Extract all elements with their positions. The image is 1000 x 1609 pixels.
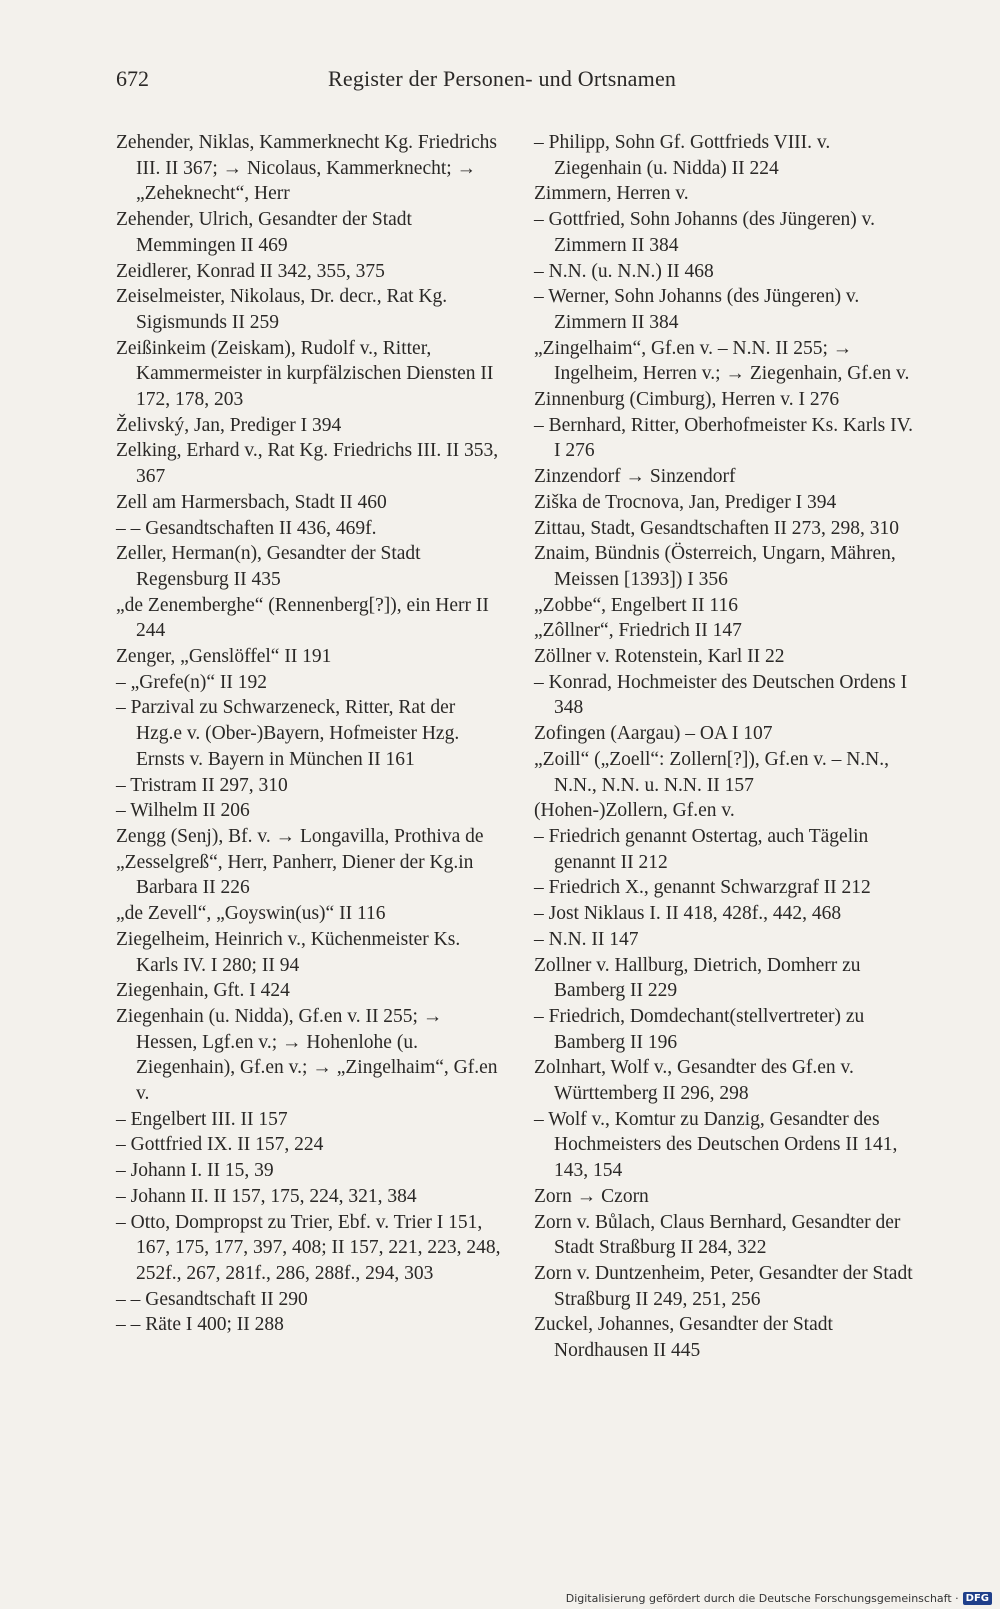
- index-entry: Zofingen (Aargau) – OA I 107: [534, 723, 773, 745]
- index-entry: – Gottfried, Sohn Johanns (des Jüngeren) v. Zimmern II 384: [534, 209, 876, 256]
- index-entry: – Friedrich genannt Ostertag, auch Tägelin genannt II 212: [534, 825, 869, 873]
- index-entry: – Johann II. II 157, 175, 224, 321, 384: [116, 1185, 417, 1207]
- index-entry: – Jost Niklaus I. II 418, 428f., 442, 468: [534, 903, 842, 925]
- index-entry: Zelking, Erhard v., Rat Kg. Friedrichs III. II 353, 367: [116, 440, 499, 488]
- index-entry: „Zôllner“, Friedrich II 147: [534, 620, 742, 642]
- index-entry: – Otto, Dompropst zu Trier, Ebf. v. Trier I 151, 167, 175, 177, 397, 408; II 157, 221, 223, 248, 252f., 267, 281f., 286, 288f., 294, 303: [116, 1211, 501, 1284]
- index-entry: Zorn v. Bůlach, Claus Bernhard, Gesandter der Stadt Straßburg II 284, 322: [534, 1211, 901, 1259]
- index-entry: Zeiselmeister, Nikolaus, Dr. decr., Rat Kg. Sigismunds II 259: [116, 286, 448, 333]
- index-entry: – Friedrich, Domdechant(stellvertreter) zu Bamberg II 196: [534, 1005, 865, 1053]
- index-entry: „de Zenemberghe“ (Rennenberg[?]), ein Herr II 244: [116, 594, 489, 642]
- digitization-credit: [566, 1587, 1000, 1609]
- page-header: [116, 66, 906, 96]
- index-entry: Zuckel, Johannes, Gesandter der Stadt Nordhausen II 445: [534, 1314, 833, 1362]
- index-entry: Zehender, Niklas, Kammerknecht Kg. Friedrichs III. II 367; → Nicolaus, Kammerknecht; → „Zeheknecht“, Herr: [116, 132, 497, 205]
- index-entry: Ziegenhain, Gft. I 424: [116, 980, 290, 1002]
- index-entry: – Engelbert III. II 157: [116, 1108, 288, 1130]
- index-entry: Zittau, Stadt, Gesandtschaften II 273, 298, 310: [534, 517, 900, 539]
- index-entry: – Friedrich X., genannt Schwarzgraf II 212: [534, 877, 871, 899]
- index-entry: Zeißinkeim (Zeiskam), Rudolf v., Ritter, Kammermeister in kurpfälzischen Diensten II 172, 178, 203: [116, 337, 494, 411]
- index-entry: Želivský, Jan, Prediger I 394: [116, 414, 342, 436]
- index-entry: Zinnenburg (Cimburg), Herren v. I 276: [534, 389, 840, 411]
- index-entry: – Wolf v., Komtur zu Danzig, Gesandter des Hochmeisters des Deutschen Ordens II 141, 143, 154: [534, 1108, 898, 1182]
- index-entry: Zöllner v. Rotenstein, Karl II 22: [534, 646, 785, 668]
- footer-text: Digitalisierung gefördert durch die Deutsche Forschungsgemeinschaft ·: [565, 1591, 959, 1605]
- index-entry: Zorn v. Duntzenheim, Peter, Gesandter der Stadt Straßburg II 249, 251, 256: [534, 1262, 913, 1310]
- page-number: 672: [116, 66, 149, 91]
- index-entry: Ziegenhain (u. Nidda), Gf.en v. II 255; → Hessen, Lgf.en v.; → Hohenlohe (u. Ziegenhain), Gf.en v.; → „Zingelhaim“, Gf.en v.: [116, 1005, 498, 1105]
- index-column-right: [534, 130, 922, 1364]
- index-entry: – Bernhard, Ritter, Oberhofmeister Ks. Karls IV. I 276: [534, 414, 914, 462]
- index-entry: „Zoill“ („Zoell“: Zollern[?]), Gf.en v. – N.N., N.N., N.N. u. N.N. II 157: [534, 748, 890, 796]
- index-entry: – Wilhelm II 206: [116, 800, 250, 822]
- index-entry: „Zesselgreß“, Herr, Panherr, Diener der Kg.in Barbara II 226: [116, 851, 474, 899]
- index-entry: „Zobbe“, Engelbert II 116: [534, 594, 738, 616]
- index-entry: Zenger, „Genslöffel“ II 191: [116, 646, 332, 668]
- dfg-logo: DFG: [963, 1592, 992, 1605]
- index-entry: – – Gesandtschaften II 436, 469f.: [116, 517, 377, 539]
- index-entry: Zeidlerer, Konrad II 342, 355, 375: [116, 260, 385, 282]
- index-entry: Zinzendorf → Sinzendorf: [534, 466, 736, 488]
- index-entry: Ziegelheim, Heinrich v., Küchenmeister Ks. Karls IV. I 280; II 94: [116, 928, 461, 976]
- index-entry: Zolnhart, Wolf v., Gesandter des Gf.en v. Württemberg II 296, 298: [534, 1057, 854, 1105]
- index-entry: Zehender, Ulrich, Gesandter der Stadt Memmingen II 469: [116, 209, 412, 256]
- index-entry: Ziška de Trocnova, Jan, Prediger I 394: [534, 491, 837, 513]
- index-entry: – N.N. (u. N.N.) II 468: [534, 260, 714, 282]
- index-entry: – N.N. II 147: [534, 928, 639, 950]
- index-column-left: [116, 130, 501, 1338]
- index-entry: Zorn → Czorn: [534, 1185, 649, 1207]
- index-entry: „Zingelhaim“, Gf.en v. – N.N. II 255; → Ingelheim, Herren v.; → Ziegenhain, Gf.en v.: [534, 337, 910, 385]
- index-entry: Zell am Harmersbach, Stadt II 460: [116, 491, 387, 513]
- index-entry: Zimmern, Herren v.: [534, 183, 689, 205]
- index-entry: – Gottfried IX. II 157, 224: [116, 1134, 324, 1156]
- running-title: Register der Personen- und Ortsnamen: [328, 66, 677, 91]
- index-entry: – – Gesandtschaft II 290: [116, 1288, 308, 1310]
- index-entry: Znaim, Bündnis (Österreich, Ungarn, Mähren, Meissen [1393]) I 356: [534, 543, 896, 590]
- index-entry: Zollner v. Hallburg, Dietrich, Domherr zu Bamberg II 229: [534, 954, 861, 1002]
- index-entry: – Tristram II 297, 310: [116, 774, 288, 796]
- index-entry: – Werner, Sohn Johanns (des Jüngeren) v. Zimmern II 384: [534, 286, 860, 333]
- index-entry: – – Räte I 400; II 288: [116, 1314, 284, 1336]
- index-entry: – Konrad, Hochmeister des Deutschen Ordens I 348: [534, 671, 908, 719]
- index-entry: – „Grefe(n)“ II 192: [116, 671, 268, 693]
- index-entry: (Hohen-)Zollern, Gf.en v.: [534, 800, 735, 822]
- index-entry: Zengg (Senj), Bf. v. → Longavilla, Prothiva de: [116, 825, 484, 847]
- index-entry: – Johann I. II 15, 39: [116, 1160, 274, 1182]
- index-entry: – Parzival zu Schwarzeneck, Ritter, Rat der Hzg.e v. (Ober-)Bayern, Hofmeister Hzg. Ernsts v. Bayern in München II 161: [116, 697, 460, 770]
- index-entry: Zeller, Herman(n), Gesandter der Stadt Regensburg II 435: [116, 543, 421, 590]
- index-entry: „de Zevell“, „Goyswin(us)“ II 116: [116, 903, 386, 925]
- index-entry: – Philipp, Sohn Gf. Gottfrieds VIII. v. Ziegenhain (u. Nidda) II 224: [534, 132, 831, 179]
